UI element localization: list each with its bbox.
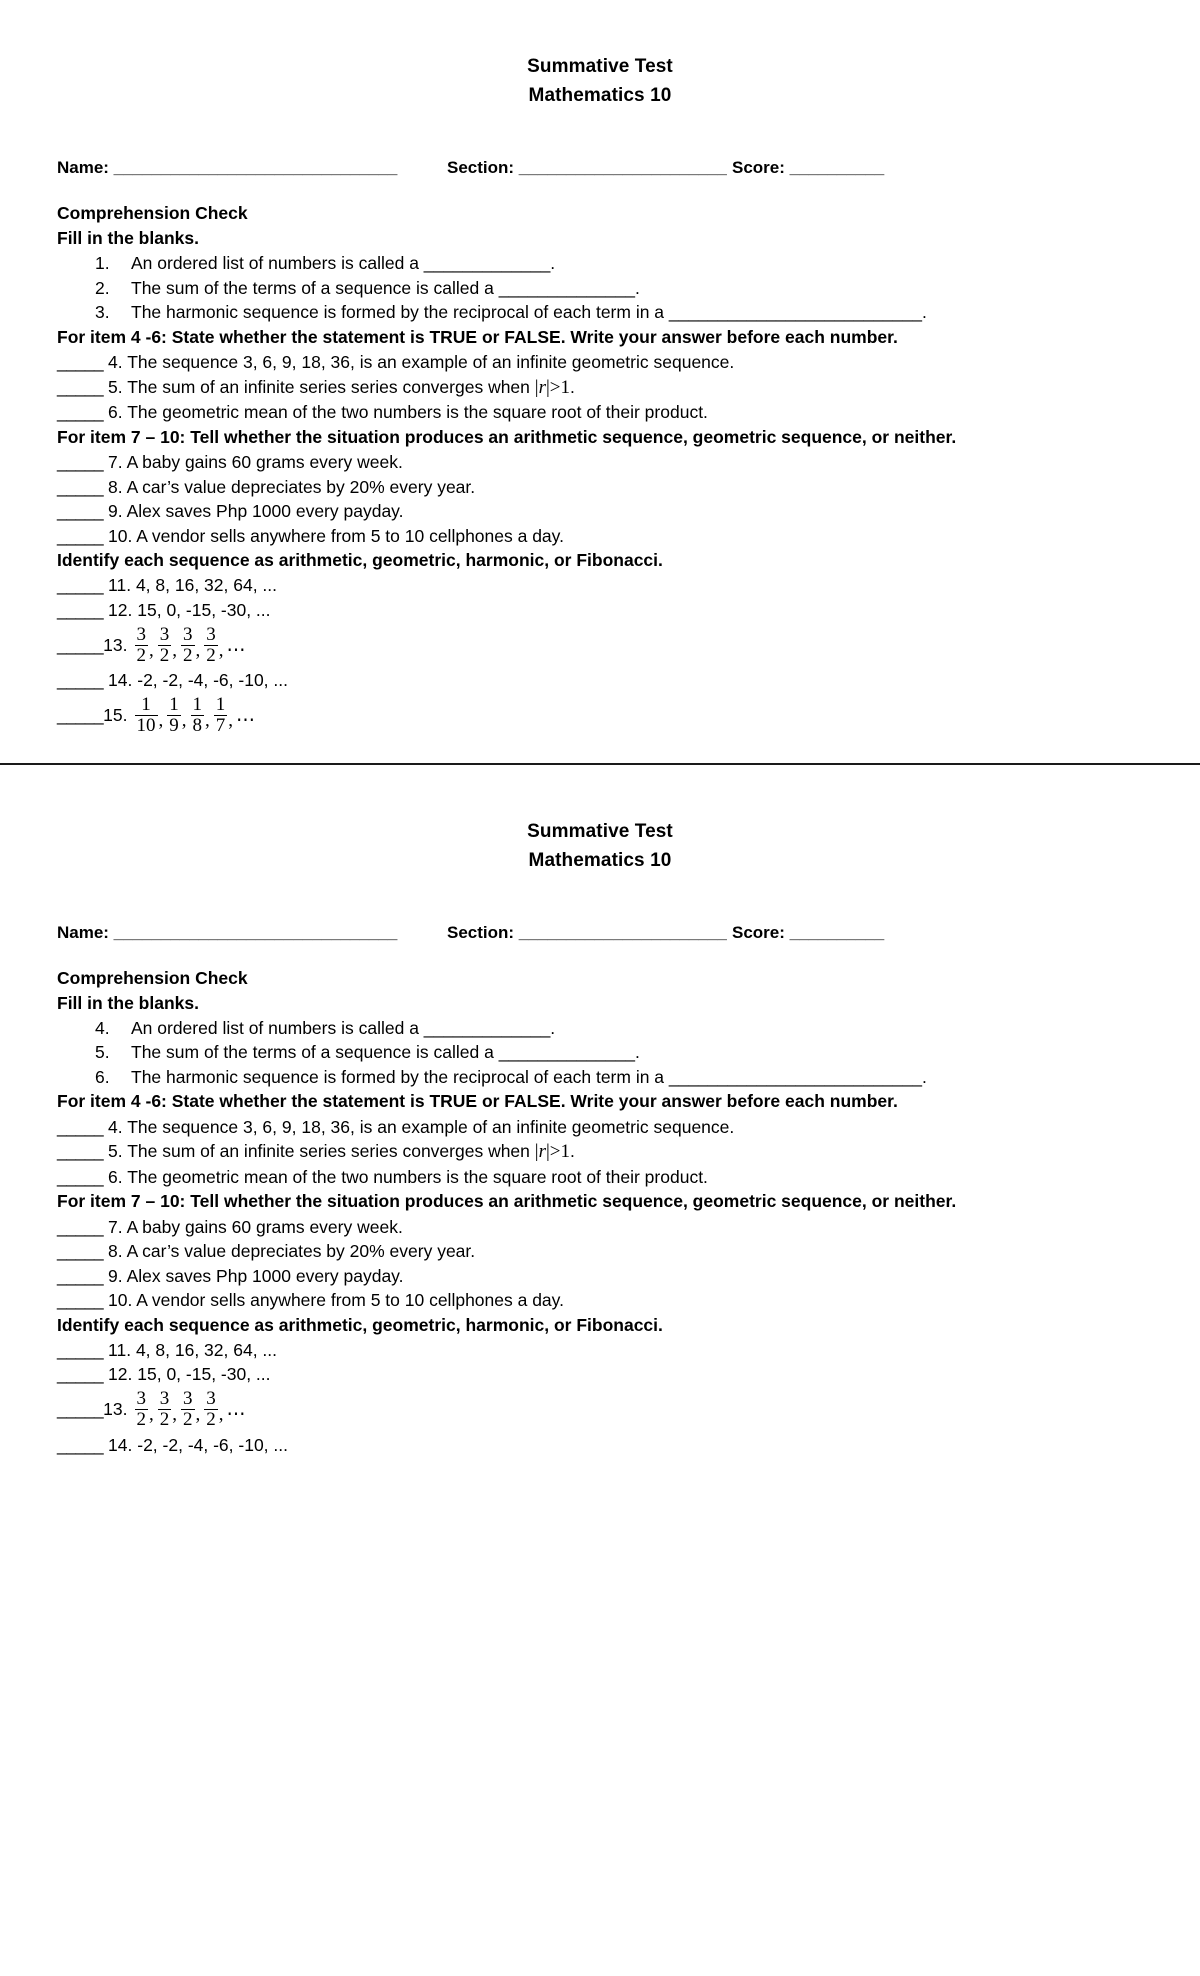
item-label: 5. [108, 376, 123, 397]
fraction-denominator: 9 [169, 715, 179, 736]
fraction [204, 1389, 218, 1430]
fraction-numerator: 3 [183, 623, 193, 645]
student-info-row [57, 158, 1143, 178]
situation-item-8[interactable] [57, 1239, 1143, 1264]
fraction-separator: , [149, 639, 154, 661]
identify-item-12[interactable] [57, 1362, 1143, 1387]
fraction-numerator: 3 [159, 1388, 170, 1410]
fraction-separator: , [181, 710, 187, 732]
list-item[interactable] [95, 276, 1143, 301]
fraction [135, 1389, 149, 1430]
item-text: The geometric mean of the two numbers is the square root of their product. [127, 402, 708, 422]
instruction-text: For item 7 – 10: Tell whether the situation produces an arithmetic sequence, geometric sequence, or neither. [57, 426, 957, 447]
true-false-item-5[interactable] [57, 375, 1143, 401]
identify-item-11[interactable] [57, 573, 1143, 598]
section-field[interactable]: Section: ______________________ [447, 922, 727, 942]
identify-item-14[interactable] [57, 668, 1143, 693]
item-text: The sum of the terms of a sequence is called a ______________. [131, 277, 640, 298]
fraction-denominator: 2 [183, 1409, 193, 1430]
fraction [181, 1389, 195, 1430]
test-copy-1 [0, 0, 1200, 763]
item-text: A car’s value depreciates by 20% every year. [126, 1241, 476, 1261]
instruction-text: For item 7 – 10: Tell whether the situation produces an arithmetic sequence, geometric sequence, or neither. [57, 1191, 957, 1211]
student-info-row [57, 923, 1143, 943]
fraction-sequence [134, 1389, 246, 1430]
fraction [158, 625, 172, 666]
answer-blank[interactable]: _____ [57, 1339, 104, 1360]
ellipsis: ⋯ [226, 639, 246, 661]
answer-blank[interactable]: _____ [57, 1290, 104, 1310]
list-item[interactable] [95, 1065, 1143, 1090]
situation-item-9[interactable] [57, 499, 1143, 524]
ellipsis: ⋯ [226, 1404, 246, 1426]
fraction-sequence [134, 625, 246, 666]
item-text: 15, 0, -15, -30, ... [137, 1364, 271, 1384]
fraction-denominator: 2 [136, 644, 146, 666]
item-text: -2, -2, -4, -6, -10, ... [137, 670, 288, 690]
fraction-numerator: 3 [136, 623, 146, 645]
fraction-numerator: 1 [169, 694, 179, 716]
fraction-numerator: 1 [215, 694, 226, 716]
math-expression-r-gt-1: |r|>1 [534, 376, 571, 398]
title-line-summative-test: Summative Test [527, 56, 673, 77]
answer-blank[interactable]: _____ [57, 1116, 104, 1137]
fraction-denominator: 7 [215, 715, 226, 736]
fraction-denominator: 2 [206, 1409, 216, 1430]
name-field[interactable]: Name: ______________________________ [57, 922, 398, 942]
test-copy-2 [0, 765, 1200, 1458]
item-number: 4. [95, 1017, 110, 1038]
fraction-denominator: 10 [136, 715, 156, 736]
true-false-item-5[interactable] [57, 1139, 1143, 1165]
answer-blank[interactable]: _____ [57, 1434, 104, 1455]
item-label: 13. [103, 1399, 128, 1420]
item-label: 7. [108, 1216, 123, 1237]
fraction-denominator: 8 [192, 715, 202, 736]
fraction-separator: , [172, 1404, 177, 1426]
instruction-text: For item 4 -6: State whether the statement is TRUE or FALSE. Write your answer before each number. [57, 326, 898, 347]
list-item[interactable] [95, 251, 1143, 276]
list-item[interactable] [95, 1016, 1143, 1041]
heading-fill-in-the-blanks: Fill in the blanks. [57, 228, 199, 248]
answer-blank[interactable]: _____ [57, 1141, 104, 1161]
answer-blank[interactable]: _____ [57, 575, 104, 595]
score-field[interactable]: Score: __________ [732, 922, 885, 942]
item-text: The sequence 3, 6, 9, 18, 36, is an example of an infinite geometric sequence. [127, 352, 735, 372]
answer-blank[interactable]: _____ [57, 1265, 104, 1286]
item-number: 6. [95, 1066, 110, 1087]
heading-true-false-instruction [57, 1089, 1143, 1115]
fraction [191, 695, 205, 736]
item-label: 10. [108, 525, 133, 546]
fraction-separator: , [205, 710, 210, 732]
item-text: The harmonic sequence is formed by the reciprocal of each term in a __________________________. [131, 1066, 927, 1087]
heading-comprehension-check: Comprehension Check [57, 203, 248, 223]
fraction [158, 1389, 172, 1430]
answer-blank[interactable]: _____ [57, 634, 104, 655]
fraction-separator: , [158, 710, 164, 732]
item-text: A vendor sells anywhere from 5 to 10 cellphones a day. [136, 1290, 564, 1310]
situation-item-10[interactable] [57, 1288, 1143, 1313]
heading-fill-in-the-blanks: Fill in the blanks. [57, 992, 199, 1013]
fraction-sequence [134, 695, 256, 736]
identify-item-14[interactable] [57, 1433, 1143, 1458]
fraction [214, 695, 228, 736]
item-text: 4, 8, 16, 32, 64, ... [135, 575, 278, 595]
title-line-summative-test: Summative Test [527, 820, 673, 842]
answer-blank[interactable]: _____ [57, 525, 104, 546]
situation-item-9[interactable] [57, 1264, 1143, 1289]
fraction-separator: , [149, 1404, 154, 1426]
heading-identify-instruction: Identify each sequence as arithmetic, geometric, harmonic, or Fibonacci. [57, 1314, 663, 1335]
fraction-denominator: 2 [183, 644, 193, 666]
item-text: Alex saves Php 1000 every payday. [126, 1265, 404, 1286]
item-text: The sequence 3, 6, 9, 18, 36, is an example of an infinite geometric sequence. [127, 1116, 735, 1137]
identify-item-13[interactable] [57, 622, 1143, 668]
fraction [181, 625, 195, 666]
answer-blank[interactable]: _____ [57, 1216, 104, 1237]
situation-item-10[interactable] [57, 524, 1143, 549]
fill-in-blanks-list-1 [57, 251, 1143, 325]
item-label: 6. [108, 402, 123, 422]
item-text: A car’s value depreciates by 20% every year. [126, 476, 476, 497]
identify-item-13[interactable] [57, 1387, 1143, 1433]
item-label: 11. [108, 575, 132, 595]
heading-situation-instruction [57, 425, 1143, 451]
heading-comprehension-check: Comprehension Check [57, 967, 248, 988]
answer-blank[interactable]: _____ [57, 670, 104, 690]
item-label: 15. [103, 705, 128, 726]
fraction-numerator: 1 [192, 694, 202, 716]
fraction [167, 695, 181, 736]
situation-item-8[interactable] [57, 475, 1143, 500]
list-item[interactable] [95, 300, 1143, 325]
item-label: 12. [108, 1364, 133, 1384]
list-item[interactable] [95, 1040, 1143, 1065]
item-label: 4. [108, 1116, 123, 1137]
item-number: 5. [95, 1042, 110, 1062]
fraction-separator: , [218, 639, 224, 661]
item-text: 15, 0, -15, -30, ... [137, 599, 271, 620]
situation-item-7[interactable] [57, 1215, 1143, 1240]
item-label: 12. [108, 599, 133, 620]
math-expression-r-gt-1: |r|>1 [534, 1141, 571, 1162]
item-text: A baby gains 60 grams every week. [126, 1216, 403, 1237]
answer-blank[interactable]: _____ [57, 1364, 104, 1384]
answer-blank[interactable]: _____ [57, 452, 104, 472]
true-false-item-4[interactable] [57, 350, 1143, 375]
fraction-numerator: 3 [206, 623, 216, 645]
fraction-numerator: 3 [206, 1388, 216, 1410]
item-text: The sum of an infinite series series converges when [127, 376, 530, 397]
fill-in-blanks-list-2 [57, 1016, 1143, 1090]
item-text: An ordered list of numbers is called a _____________. [131, 1017, 556, 1038]
fraction-separator: , [195, 1404, 201, 1426]
item-number: 1. [95, 253, 110, 273]
item-label: 14. [108, 1434, 133, 1455]
instruction-text: For item 4 -6: State whether the statement is TRUE or FALSE. Write your answer before each number. [57, 1091, 898, 1111]
identify-item-12[interactable] [57, 598, 1143, 623]
fraction-numerator: 3 [136, 1388, 146, 1410]
fraction-separator: , [172, 639, 177, 661]
item-text: A baby gains 60 grams every week. [126, 452, 403, 472]
fraction-separator: , [228, 710, 233, 732]
fraction [204, 625, 218, 666]
item-label: 8. [108, 1241, 123, 1261]
answer-blank[interactable]: _____ [57, 476, 104, 497]
fraction-denominator: 2 [206, 644, 216, 666]
fraction-numerator: 3 [183, 1388, 193, 1410]
answer-blank[interactable]: _____ [57, 1241, 104, 1261]
item-label: 10. [108, 1290, 133, 1310]
section-field[interactable]: Section: ______________________ [447, 158, 727, 177]
answer-blank[interactable]: _____ [57, 1166, 104, 1187]
answer-blank[interactable]: _____ [57, 402, 104, 422]
answer-blank[interactable]: _____ [57, 501, 104, 521]
answer-blank[interactable]: _____ [57, 599, 104, 620]
heading-situation-instruction [57, 1189, 1143, 1215]
item-number: 2. [95, 277, 110, 298]
fraction-denominator: 2 [136, 1409, 146, 1430]
item-text: 4, 8, 16, 32, 64, ... [135, 1339, 278, 1360]
item-text: The sum of an infinite series series converges when [127, 1141, 530, 1161]
fraction [135, 625, 149, 666]
item-text-after: . [570, 376, 575, 397]
heading-identify-instruction: Identify each sequence as arithmetic, geometric, harmonic, or Fibonacci. [57, 550, 663, 570]
answer-blank[interactable]: _____ [57, 1399, 104, 1420]
item-label: 13. [103, 634, 128, 655]
item-label: 9. [108, 1265, 123, 1286]
true-false-item-4[interactable] [57, 1115, 1143, 1140]
item-label: 14. [108, 670, 133, 690]
fraction-numerator: 3 [159, 623, 170, 645]
heading-true-false-instruction [57, 325, 1143, 351]
title-line-mathematics-10: Mathematics 10 [528, 85, 672, 106]
fraction-numerator: 1 [141, 694, 151, 716]
fraction-denominator: 2 [159, 1409, 170, 1430]
item-label: 5. [108, 1141, 123, 1161]
item-label: 9. [108, 501, 123, 521]
answer-blank[interactable]: _____ [57, 705, 104, 726]
item-text: A vendor sells anywhere from 5 to 10 cellphones a day. [136, 525, 564, 546]
ellipsis: ⋯ [236, 710, 255, 732]
fraction-separator: , [195, 639, 201, 661]
item-text: The sum of the terms of a sequence is called a ______________. [131, 1042, 640, 1062]
identify-item-11[interactable] [57, 1338, 1143, 1363]
document-title [57, 817, 1143, 875]
item-text: -2, -2, -4, -6, -10, ... [137, 1434, 288, 1455]
fraction [135, 695, 158, 736]
answer-blank[interactable]: _____ [57, 376, 104, 397]
item-text-after: . [570, 1141, 575, 1161]
item-text: Alex saves Php 1000 every payday. [126, 501, 404, 521]
item-text: An ordered list of numbers is called a _____________. [131, 253, 556, 273]
situation-item-7[interactable] [57, 450, 1143, 475]
item-label: 11. [108, 1339, 132, 1360]
answer-blank[interactable]: _____ [57, 352, 104, 372]
score-field[interactable]: Score: __________ [732, 158, 885, 177]
item-label: 6. [108, 1166, 123, 1187]
true-false-item-6[interactable] [57, 400, 1143, 425]
fraction-denominator: 2 [159, 644, 170, 666]
title-line-mathematics-10: Mathematics 10 [528, 849, 672, 871]
item-number: 3. [95, 302, 110, 322]
item-label: 7. [108, 452, 123, 472]
item-text: The geometric mean of the two numbers is the square root of their product. [127, 1166, 708, 1187]
item-label: 4. [108, 352, 123, 372]
name-field[interactable]: Name: ______________________________ [57, 158, 398, 177]
item-label: 8. [108, 476, 123, 497]
true-false-item-6[interactable] [57, 1165, 1143, 1190]
item-text: The harmonic sequence is formed by the reciprocal of each term in a __________________________. [131, 302, 927, 322]
document-title [57, 52, 1143, 110]
identify-item-15[interactable] [57, 693, 1143, 739]
fraction-separator: , [218, 1404, 224, 1426]
